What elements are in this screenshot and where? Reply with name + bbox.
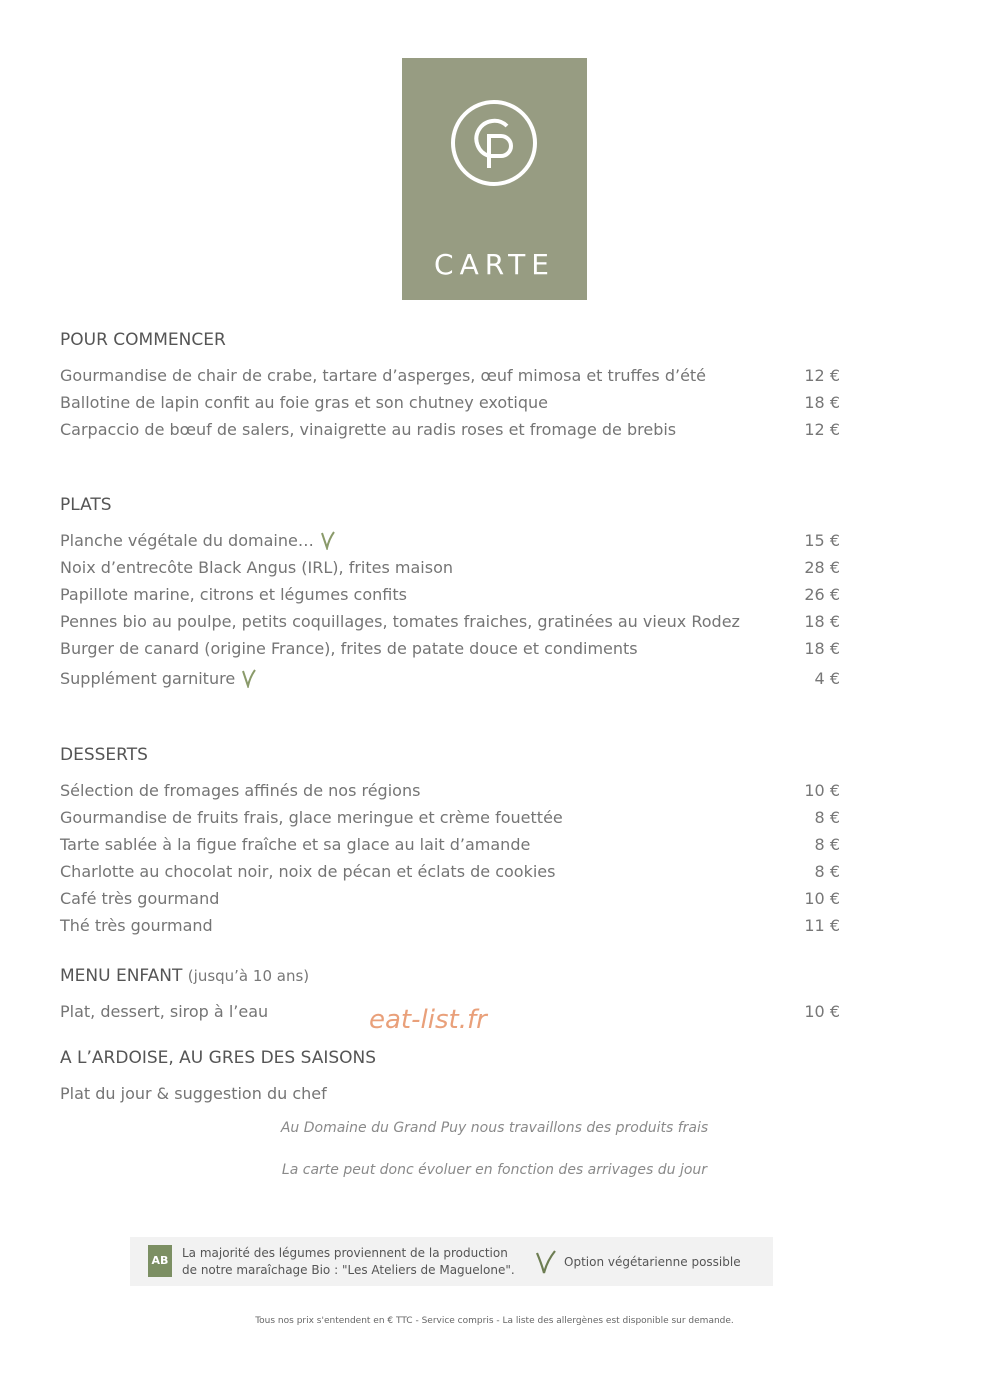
menu-item <box>60 577 840 604</box>
legal-small-print: Tous nos prix s'entendent en € TTC - Service compris - La liste des allergènes est disponible sur demande. <box>255 1316 734 1326</box>
menu-item <box>60 658 840 688</box>
bio-line-2: de notre maraîchage Bio : "Les Ateliers de Maguelone". <box>182 1263 515 1277</box>
note-menu-changes: La carte peut donc évoluer en fonction des arrivages du jour <box>281 1162 708 1178</box>
menu-item <box>60 827 840 854</box>
menu-item <box>60 523 840 550</box>
menu-item <box>60 1076 840 1103</box>
menu-item <box>60 550 840 577</box>
menu-enfant-title: MENU ENFANT <box>60 966 183 986</box>
menu-item <box>60 358 840 385</box>
item-label: Pennes bio au poulpe, petits coquillages, tomates fraiches, gratinées au vieux Rodez <box>60 612 740 631</box>
menu-item <box>60 881 840 908</box>
item-label: Ballotine de lapin confit au foie gras et son chutney exotique <box>60 393 548 412</box>
vegetarian-option-label: Option végétarienne possible <box>564 1255 741 1269</box>
vegetarian-leaf-icon <box>320 530 336 550</box>
item-label: Gourmandise de chair de crabe, tartare d’asperges, œuf mimosa et truffes d’été <box>60 366 707 385</box>
menu-item <box>60 412 840 439</box>
vegetarian-leaf-icon <box>535 1249 557 1275</box>
item-label: Carpaccio de bœuf de salers, vinaigrette au radis roses et fromage de brebis <box>60 420 677 439</box>
section-desserts <box>60 745 840 935</box>
item-price: 18 € <box>804 393 840 412</box>
gp-monogram-icon <box>449 98 539 188</box>
section-title: PLATS <box>60 495 112 515</box>
logo-card <box>402 58 587 300</box>
item-label: Café très gourmand <box>60 889 220 908</box>
section-plats <box>60 495 840 688</box>
item-label: Supplément garniture <box>60 669 236 688</box>
note-fresh-products: Au Domaine du Grand Puy nous travaillons des produits frais <box>280 1120 709 1136</box>
item-price: 18 € <box>804 612 840 631</box>
section-title: A L’ARDOISE, AU GRES DES SAISONS <box>60 1048 377 1068</box>
item-label: Burger de canard (origine France), frites de patate douce et condiments <box>60 639 638 658</box>
item-price: 10 € <box>804 1002 840 1021</box>
item-label: Papillote marine, citrons et légumes confits <box>60 585 407 604</box>
menu-item <box>60 385 840 412</box>
item-label: Charlotte au chocolat noir, noix de pécan et éclats de cookies <box>60 862 556 881</box>
section-pour-commencer <box>60 330 840 439</box>
item-label: Noix d’entrecôte Black Angus (IRL), frites maison <box>60 558 453 577</box>
item-price: 18 € <box>804 639 840 658</box>
item-label: Plat du jour & suggestion du chef <box>60 1084 327 1103</box>
watermark: eat-list.fr <box>369 1005 487 1035</box>
item-price: 10 € <box>804 889 840 908</box>
bio-line-1: La majorité des légumes proviennent de la production <box>182 1246 508 1260</box>
item-label: Plat, dessert, sirop à l’eau <box>60 1002 269 1021</box>
vegetarian-leaf-icon <box>241 668 257 688</box>
section-title: POUR COMMENCER <box>60 330 226 350</box>
menu-item <box>60 773 840 800</box>
item-price: 28 € <box>804 558 840 577</box>
menu-enfant-subtitle: (jusqu’à 10 ans) <box>187 967 310 985</box>
item-price: 15 € <box>804 531 840 550</box>
footer-info-band <box>130 1237 773 1286</box>
section-title <box>60 966 840 988</box>
item-price: 12 € <box>804 420 840 439</box>
menu-item <box>60 908 840 935</box>
menu-item <box>60 631 840 658</box>
item-label: Gourmandise de fruits frais, glace meringue et crème fouettée <box>60 808 563 827</box>
section-title: DESSERTS <box>60 745 148 765</box>
section-ardoise <box>60 1048 840 1103</box>
item-price: 8 € <box>814 862 840 881</box>
item-label: Sélection de fromages affinés de nos régions <box>60 781 421 800</box>
item-label: Planche végétale du domaine… <box>60 531 314 550</box>
item-price: 26 € <box>804 585 840 604</box>
logo-word: CARTE <box>434 248 555 281</box>
item-label: Tarte sablée à la figue fraîche et sa glace au lait d’amande <box>60 835 531 854</box>
item-price: 11 € <box>804 916 840 935</box>
menu-item <box>60 800 840 827</box>
menu-item <box>60 604 840 631</box>
menu-item <box>60 854 840 881</box>
item-label: Thé très gourmand <box>60 916 213 935</box>
item-price: 10 € <box>804 781 840 800</box>
item-price: 4 € <box>814 669 840 688</box>
organic-ab-badge: AB <box>148 1245 172 1277</box>
item-price: 8 € <box>814 835 840 854</box>
item-price: 12 € <box>804 366 840 385</box>
item-price: 8 € <box>814 808 840 827</box>
